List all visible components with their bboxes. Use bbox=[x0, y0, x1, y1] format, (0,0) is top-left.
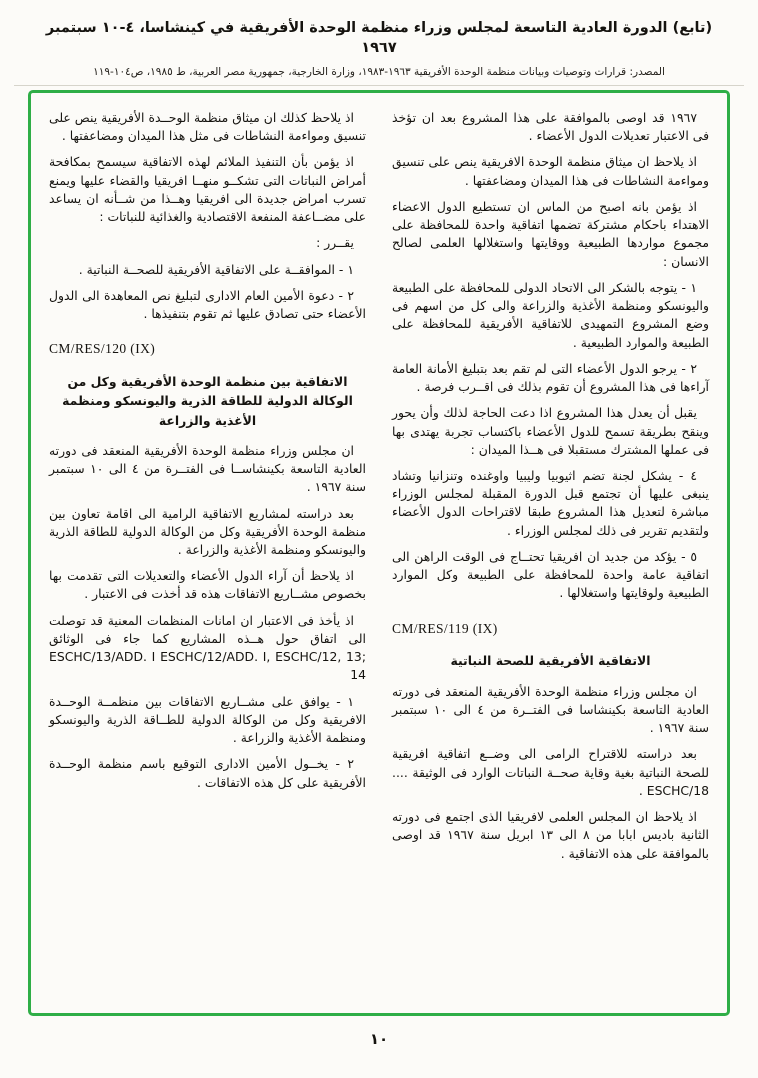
text-columns bbox=[49, 109, 709, 1001]
section-heading: الاتفاقية الأفريقية للصحة النباتية bbox=[450, 653, 651, 669]
resolution-code: CM/RES/120 (IX) bbox=[49, 341, 156, 357]
paragraph: ١٩٦٧ قد اوصى بالموافقة على هذا المشروع بعد ان تؤخذ فى الاعتبار تعديلات الدول الأعضاء . bbox=[392, 110, 709, 144]
page-header bbox=[0, 0, 758, 86]
section-heading: الاتفاقية بين منظمة الوحدة الأفريقية وكل من الوكالة الدولية للطاقة الذرية واليونسكو ومنظمة الأغذية والزراعة bbox=[62, 374, 353, 428]
paragraph: يقبل أن يعدل هذا المشروع اذا دعت الحاجة لذلك وأن يحور وينقح بطريقة تسمح للدول الأعضاء باكتساب تجربة يهتدى بها فى عملها المشترك مستقبلا فى هــذا الميدان : bbox=[392, 405, 709, 457]
paragraph: يقــرر : bbox=[316, 235, 354, 251]
column-left bbox=[49, 109, 366, 1001]
column-right bbox=[392, 109, 709, 1001]
paragraph: ان مجلس وزراء منظمة الوحدة الأفريقية المنعقد فى دورته العادية التاسعة بكينشاسا فى الفتــرة من ٤ الى ١٠ سبتمبر سنة ١٩٦٧ . bbox=[392, 683, 709, 736]
paragraph: اذ يلاحظ أن آراء الدول الأعضاء والتعديلات التى تقدمت بها بخصوص مشــاريع الاتفاقات هذه قد أخذت فى الاعتبار . bbox=[49, 568, 366, 602]
source-line: المصدر: قرارات وتوصيات وبيانات منظمة الوحدة الأفريقية ١٩٦٣-١٩٨٣، وزارة الخارجية، جمهورية مصر العربية، ط ١٩٨٥، ص١٠٤-١١٩ bbox=[93, 65, 665, 78]
paragraph: اذ يلاحظ ان ميثاق منظمة الوحدة الافريقية ينص على تنسيق ومواءمة النشاطات فى هذا الميدان ومضاعفتها . bbox=[392, 154, 709, 188]
paragraph: ٢ - يخــول الأمين الادارى التوقيع باسم منظمة الوحــدة الأفريقية على كل هذه الاتفاقات . bbox=[49, 756, 366, 790]
paragraph: اذ يأخذ فى الاعتبار ان امانات المنظمات المعنية قد توصلت الى اتفاق حول هــذه المشاريع كما جاء فى الوثائق ESCHC/13/ADD. I ESCHC/12/ADD. I, ESCHC/12, 13; 14 bbox=[49, 612, 366, 683]
paragraph: ١ - يتوجه بالشكر الى الاتحاد الدولى للمحافظة على الطبيعة واليونسكو ومنظمة الأغذية والزراعة والى كل من اسهم فى وضع المشروع التمهيدى للاتفاقية الأفريقية للمحافظة على الطبيعة والموارد الطبيعية . bbox=[392, 279, 709, 350]
paragraph: ٤ - يشكل لجنة تضم اثيوبيا وليبيا واوغنده وتنزانيا وتشاد ينبغى عليها أن تجتمع قبل الدورة المقبلة لمجلس الوزراء مباشرة لتعديل هذا المشروع طبقا لاقتراحات الدول الأعضاء ولتقديم تقرير فى ذلك لمجلس الوزراء . bbox=[392, 467, 709, 538]
paragraph: اذ يلاحظ كذلك ان ميثاق منظمة الوحــدة الأفريقية ينص على تنسيق ومواءمة النشاطات فى مثل هذا الميدان ومضاعفتها . bbox=[49, 110, 366, 144]
paragraph: بعد دراسته لمشاريع الاتفاقية الرامية الى اقامة تعاون بين منظمة الوحدة الأفريقية وكل من الوكالة الدولية للطاقة الذرية واليونسكو ومنظمة الأغذية والزراعة . bbox=[49, 505, 366, 558]
paragraph: ١ - الموافقــة على الاتفاقية الأفريقية للصحــة النباتية . bbox=[78, 261, 354, 277]
header-divider bbox=[14, 85, 744, 86]
paragraph: بعد دراسته للاقتراح الرامى الى وضــع اتفاقية افريقية للصحة النباتية بغية وقاية صحــة النباتات الوارد فى الوثيقة .... ESCHC/18 . bbox=[392, 746, 709, 798]
document-title: (تابع) الدورة العادية التاسعة لمجلس وزراء منظمة الوحدة الأفريقية في كينشاسا، ٤-١٠ سبتمبر ١٩٦٧ bbox=[45, 20, 713, 57]
paragraph: ٢ - يرجو الدول الأعضاء التى لم تقم بعد بتبليغ الأمانة العامة آراءها فى هذا المشروع أن تقوم بذلك فى اقــرب فرصة . bbox=[392, 360, 709, 395]
resolution-code: CM/RES/119 (IX) bbox=[392, 620, 498, 636]
paragraph: ٥ - يؤكد من جديد ان افريقيا تحتــاج فى الوقت الراهن الى اتفاقية عامة واحدة للمحافظة على الطبيعة وكل الموارد الطبيعية ولوقايتها واستغلالها . bbox=[392, 548, 709, 601]
paragraph: ٢ - دعوة الأمين العام الادارى لتبليغ نص المعاهدة الى الدول الأعضاء حتى تصادق عليها ثم تقوم بتنفيذها . bbox=[49, 287, 366, 322]
paragraph: ان مجلس وزراء منظمة الوحدة الأفريقية المنعقد فى دورته العادية التاسعة بكينشاســا فى الفتــرة من ٤ الى ١٠ سبتمبر سنة ١٩٦٧ . bbox=[49, 442, 366, 495]
page-number: ١٠ bbox=[369, 1030, 389, 1048]
paragraph: اذ يؤمن بانه اصبح من الماس ان تستطيع الدول الاعضاء الاهتداء باحكام مشتركة تضمها اتفاقية واحدة للمحافظة على مجموع مواردها الطبيعية ووقايتها واستغلالها العلمى لصالح الانسان : bbox=[392, 198, 709, 269]
content-frame bbox=[28, 90, 730, 1016]
paragraph: اذ يؤمن بأن التنفيذ الملائم لهذه الاتفاقية سيسمح بمكافحة أمراض النباتات التى تشكــو منهــا افريقيا والقضاء عليها ويمنع تسرب امراض جديدة الى افريقيا وهــذا من شــأنه ان يساعد على مضــاعفة المنفعة الاقتصادية والغذائية للنباتات : bbox=[49, 154, 366, 225]
paragraph: ١ - يوافق على مشــاريع الاتفاقات بين منظمــة الوحــدة الافريقية وكل من الوكالة الدولية للطــاقة الذرية واليونسكو ومنظمة الأغذية والزراعة . bbox=[49, 693, 366, 746]
paragraph: اذ يلاحظ ان المجلس العلمى لافريقيا الذى اجتمع فى دورته الثانية باديس ابابا من ٨ الى ١٣ ابريل سنة ١٩٦٧ قد اوصى بالموافقة على هذه الاتفاقية . bbox=[392, 809, 709, 861]
